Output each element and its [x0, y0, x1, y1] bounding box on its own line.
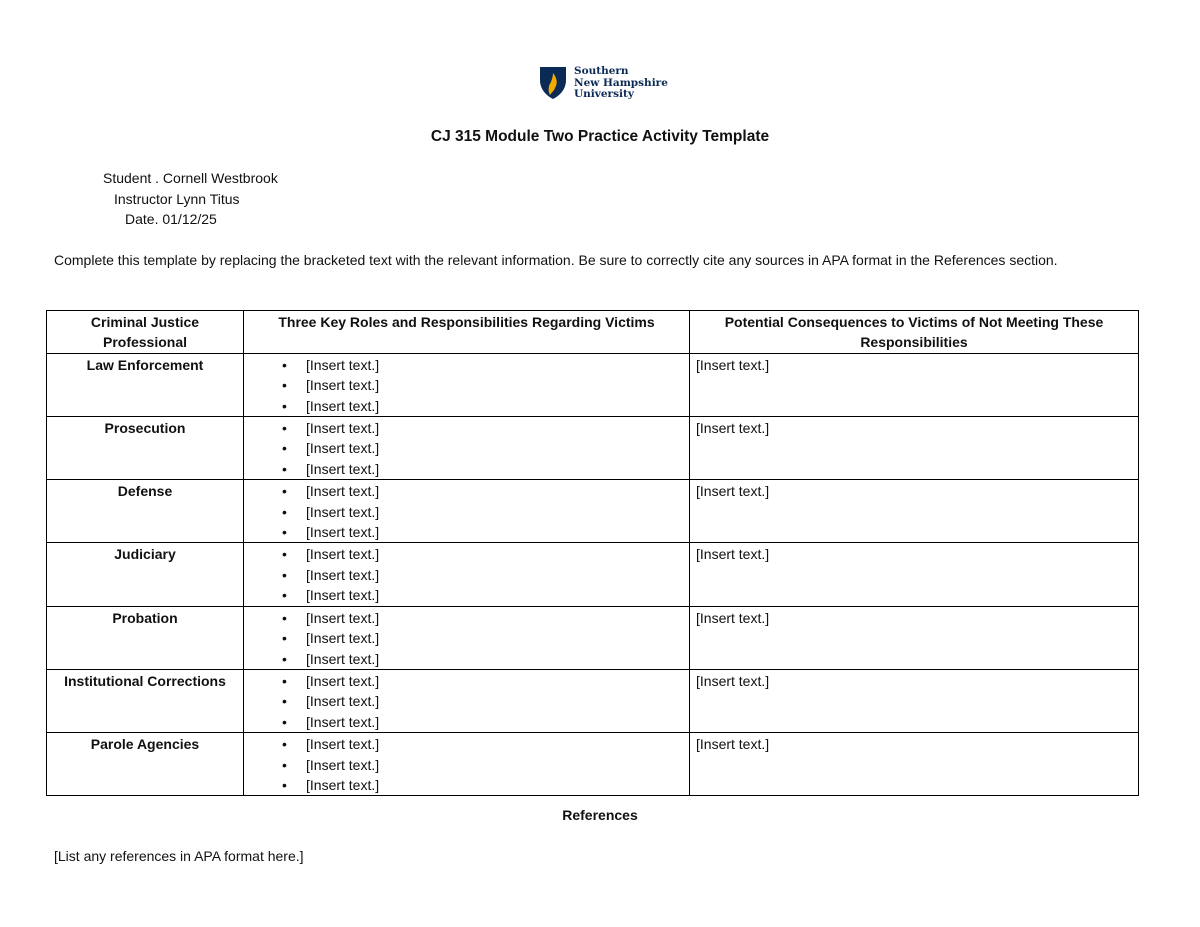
consequences-cell[interactable]: [Insert text.]: [690, 606, 1139, 669]
consequences-cell[interactable]: [Insert text.]: [690, 353, 1139, 416]
shield-flame-icon: [538, 64, 568, 100]
professional-cell: Parole Agencies: [47, 733, 244, 796]
roles-cell: [244, 606, 690, 669]
role-item[interactable]: • [Insert text.]: [306, 418, 683, 438]
header-roles: Three Key Roles and Responsibilities Regarding Victims: [244, 311, 690, 354]
professional-cell: Probation: [47, 606, 244, 669]
role-item[interactable]: • [Insert text.]: [306, 671, 683, 691]
role-item[interactable]: • [Insert text.]: [306, 691, 683, 711]
references-heading: References: [562, 807, 638, 823]
references-body[interactable]: [List any references in APA format here.]: [54, 848, 304, 864]
role-item[interactable]: • [Insert text.]: [306, 459, 683, 479]
role-item[interactable]: • [Insert text.]: [306, 481, 683, 501]
consequences-cell[interactable]: [Insert text.]: [690, 733, 1139, 796]
logo-line-3: University: [574, 88, 634, 100]
table-row: [47, 543, 1139, 606]
role-item[interactable]: • [Insert text.]: [306, 355, 683, 375]
role-item[interactable]: • [Insert text.]: [306, 734, 683, 754]
document-title: CJ 315 Module Two Practice Activity Template: [430, 128, 770, 145]
date-line: Date. 01/12/25: [125, 211, 217, 227]
header-consequences: Potential Consequences to Victims of Not Meeting These Responsibilities: [690, 311, 1139, 354]
role-item[interactable]: • [Insert text.]: [306, 775, 683, 795]
roles-cell: [244, 353, 690, 416]
roles-cell: [244, 417, 690, 480]
logo-wordmark: [574, 66, 668, 101]
consequences-cell[interactable]: [Insert text.]: [690, 543, 1139, 606]
role-item[interactable]: • [Insert text.]: [306, 438, 683, 458]
consequences-cell[interactable]: [Insert text.]: [690, 417, 1139, 480]
consequences-cell[interactable]: [Insert text.]: [690, 669, 1139, 732]
role-item[interactable]: • [Insert text.]: [306, 585, 683, 605]
role-item[interactable]: • [Insert text.]: [306, 565, 683, 585]
activity-table: [46, 310, 1139, 796]
professional-cell: Prosecution: [47, 417, 244, 480]
role-item[interactable]: • [Insert text.]: [306, 375, 683, 395]
professional-cell: Law Enforcement: [47, 353, 244, 416]
role-item[interactable]: • [Insert text.]: [306, 396, 683, 416]
professional-cell: Institutional Corrections: [47, 669, 244, 732]
roles-cell: [244, 669, 690, 732]
header-professional: Criminal Justice Professional: [47, 311, 244, 354]
instructions-paragraph: Complete this template by replacing the bracketed text with the relevant information. Be sure to correctly cite any sources in APA format in the References section.: [54, 252, 1058, 268]
role-item[interactable]: • [Insert text.]: [306, 649, 683, 669]
role-item[interactable]: • [Insert text.]: [306, 712, 683, 732]
student-line: Student . Cornell Westbrook: [103, 170, 278, 186]
table-row: [47, 353, 1139, 416]
table-row: [47, 480, 1139, 543]
roles-cell: [244, 733, 690, 796]
roles-cell: [244, 480, 690, 543]
logo-line-2: New Hampshire: [574, 76, 668, 89]
logo-line-1: Southern: [574, 65, 629, 77]
consequences-cell[interactable]: [Insert text.]: [690, 480, 1139, 543]
instructor-line: Instructor Lynn Titus: [114, 191, 240, 207]
role-item[interactable]: • [Insert text.]: [306, 544, 683, 564]
table-row: [47, 733, 1139, 796]
role-item[interactable]: • [Insert text.]: [306, 502, 683, 522]
roles-cell: [244, 543, 690, 606]
professional-cell: Judiciary: [47, 543, 244, 606]
role-item[interactable]: • [Insert text.]: [306, 608, 683, 628]
university-logo: [538, 64, 668, 104]
table-row: [47, 417, 1139, 480]
table-row: [47, 669, 1139, 732]
professional-cell: Defense: [47, 480, 244, 543]
role-item[interactable]: • [Insert text.]: [306, 628, 683, 648]
role-item[interactable]: • [Insert text.]: [306, 755, 683, 775]
table-row: [47, 606, 1139, 669]
role-item[interactable]: • [Insert text.]: [306, 522, 683, 542]
table-header-row: [47, 311, 1139, 354]
